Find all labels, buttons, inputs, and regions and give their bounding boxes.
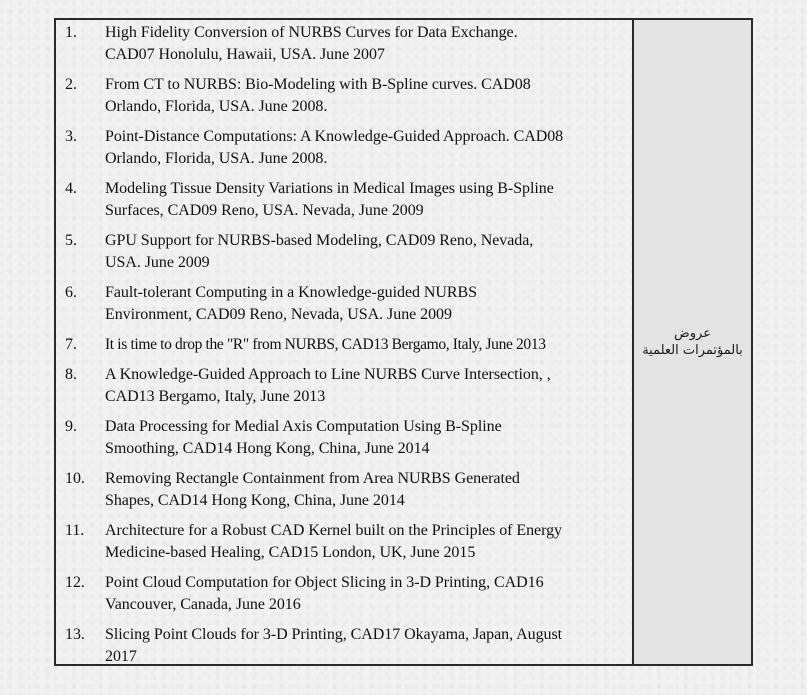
publication-text: Point Cloud Computation for Object Slicing in 3-D Printing, CAD16 Vancouver, Canada, June 2016 [105, 574, 544, 613]
publication-text: GPU Support for NURBS-based Modeling, CAD09 Reno, Nevada, USA. June 2009 [105, 232, 534, 271]
publication-text: Point-Distance Computations: A Knowledge-Guided Approach. CAD08 Orlando, Florida, USA. June 2008. [105, 128, 564, 167]
publication-number: 5. [65, 232, 77, 249]
section-label-cell [634, 20, 751, 664]
publication-number: 11. [65, 522, 85, 539]
publication-number: 10. [65, 470, 85, 487]
publication-item [56, 572, 632, 616]
publication-number: 13. [65, 626, 85, 643]
publication-text: Slicing Point Clouds for 3-D Printing, CAD17 Okayama, Japan, August 2017 [105, 626, 563, 665]
publication-number: 12. [65, 574, 85, 591]
publication-text: Architecture for a Robust CAD Kernel built on the Principles of Energy Medicine-based Healing, CAD15 London, UK, June 2015 [105, 522, 562, 561]
publication-item [56, 74, 632, 118]
publications-list [56, 22, 632, 668]
publication-item [56, 624, 632, 668]
publication-item [56, 364, 632, 408]
publication-text: Removing Rectangle Containment from Area NURBS Generated Shapes, CAD14 Hong Kong, China, June 2014 [105, 470, 520, 509]
publication-text: Modeling Tissue Density Variations in Medical Images using B-Spline Surfaces, CAD09 Reno, USA. Nevada, June 2009 [105, 180, 554, 219]
publication-text: From CT to NURBS: Bio-Modeling with B-Spline curves. CAD08 Orlando, Florida, USA. June 2008. [105, 76, 531, 115]
publication-number: 1. [65, 24, 77, 41]
publication-item [56, 334, 632, 356]
section-label [642, 325, 743, 359]
publication-number: 4. [65, 180, 77, 197]
publication-item [56, 126, 632, 170]
publication-number: 6. [65, 284, 77, 301]
publication-item [56, 282, 632, 326]
publication-text: Fault-tolerant Computing in a Knowledge-guided NURBS Environment, CAD09 Reno, Nevada, USA. June 2009 [105, 284, 478, 323]
section-label-line1: عروض [674, 326, 711, 341]
publication-number: 8. [65, 366, 77, 383]
publications-table [54, 18, 753, 666]
publication-item [56, 230, 632, 274]
publication-number: 9. [65, 418, 77, 435]
publication-number: 7. [65, 336, 77, 353]
publications-cell [56, 20, 634, 664]
publication-text: High Fidelity Conversion of NURBS Curves for Data Exchange. CAD07 Honolulu, Hawaii, USA. June 2007 [105, 24, 518, 63]
publication-item [56, 520, 632, 564]
publication-number: 2. [65, 76, 77, 93]
publication-text: Data Processing for Medial Axis Computation Using B-Spline Smoothing, CAD14 Hong Kong, China, June 2014 [105, 418, 502, 457]
publication-text: A Knowledge-Guided Approach to Line NURBS Curve Intersection, , CAD13 Bergamo, Italy, June 2013 [105, 366, 551, 405]
publication-text: It is time to drop the "R" from NURBS, CAD13 Bergamo, Italy, June 2013 [105, 336, 546, 353]
publication-item [56, 416, 632, 460]
publication-item [56, 468, 632, 512]
publication-item [56, 22, 632, 66]
section-label-line2: بالمؤتمرات العلمية [642, 343, 743, 358]
publication-item [56, 178, 632, 222]
publication-number: 3. [65, 128, 77, 145]
